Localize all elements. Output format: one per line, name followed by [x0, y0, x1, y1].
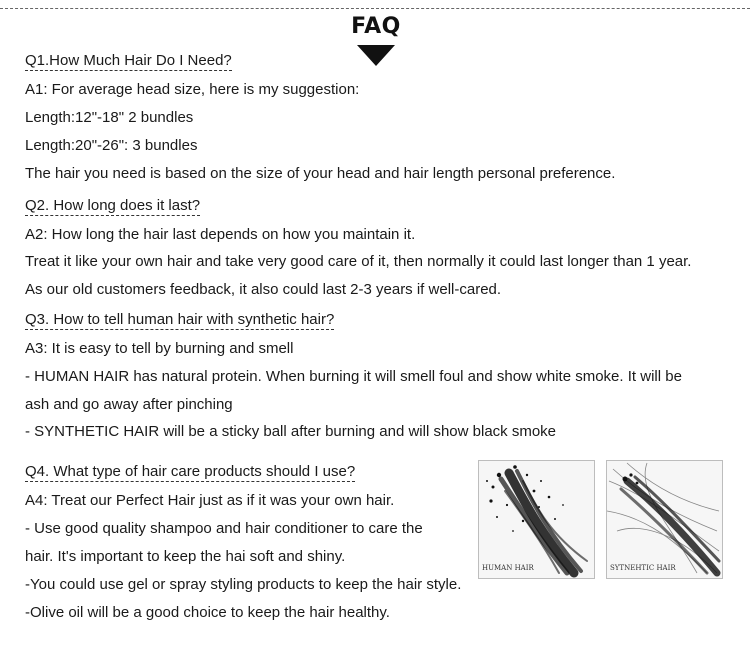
synthetic-hair-image	[607, 461, 722, 578]
q3-question: Q3. How to tell human hair with synthetic hair?	[25, 311, 335, 328]
human-hair-photo	[478, 460, 595, 579]
down-arrow-icon	[357, 45, 395, 66]
q1-answer-line: The hair you need is based on the size of your head and hair length personal preference.	[25, 165, 616, 182]
q2-question: Q2. How long does it last?	[25, 197, 201, 214]
q4-answer-line: A4: Treat our Perfect Hair just as if it was your own hair.	[25, 492, 395, 509]
q2-answer-line: Treat it like your own hair and take very good care of it, then normally it could last longer than 1 year.	[25, 253, 692, 270]
synthetic-hair-photo	[606, 460, 723, 579]
q1-question: Q1.How Much Hair Do I Need?	[25, 52, 232, 69]
human-hair-caption: HUMAN HAIR	[482, 564, 534, 572]
q3-answer-line: A3: It is easy to tell by burning and smell	[25, 340, 294, 357]
q4-answer-line: - Use good quality shampoo and hair conditioner to care the	[25, 520, 423, 537]
q4-question: Q4. What type of hair care products should I use?	[25, 463, 356, 480]
q1-answer-line: Length:20"-26": 3 bundles	[25, 137, 198, 154]
faq-title: FAQ	[351, 14, 401, 39]
top-dashed-divider	[0, 8, 750, 9]
q2-answer-line: A2: How long the hair last depends on how you maintain it.	[25, 226, 416, 243]
q4-answer-line: -You could use gel or spray styling products to keep the hair style.	[25, 576, 462, 593]
q1-answer-line: A1: For average head size, here is my suggestion:	[25, 81, 360, 98]
q4-answer-line: -Olive oil will be a good choice to keep the hair healthy.	[25, 604, 390, 621]
q4-answer-line: hair. It's important to keep the hai soft and shiny.	[25, 548, 346, 565]
human-hair-image	[479, 461, 594, 578]
q1-answer-line: Length:12"-18" 2 bundles	[25, 109, 194, 126]
q3-answer-line: - SYNTHETIC HAIR will be a sticky ball after burning and will show black smoke	[25, 423, 557, 440]
q2-answer-line: As our old customers feedback, it also could last 2-3 years if well-cared.	[25, 281, 502, 298]
synthetic-hair-caption: SYTNEHTIC HAIR	[610, 564, 676, 572]
q3-answer-line: - HUMAN HAIR has natural protein. When burning it will smell foul and show white smoke. It will be	[25, 368, 682, 385]
q3-answer-line: ash and go away after pinching	[25, 396, 233, 413]
